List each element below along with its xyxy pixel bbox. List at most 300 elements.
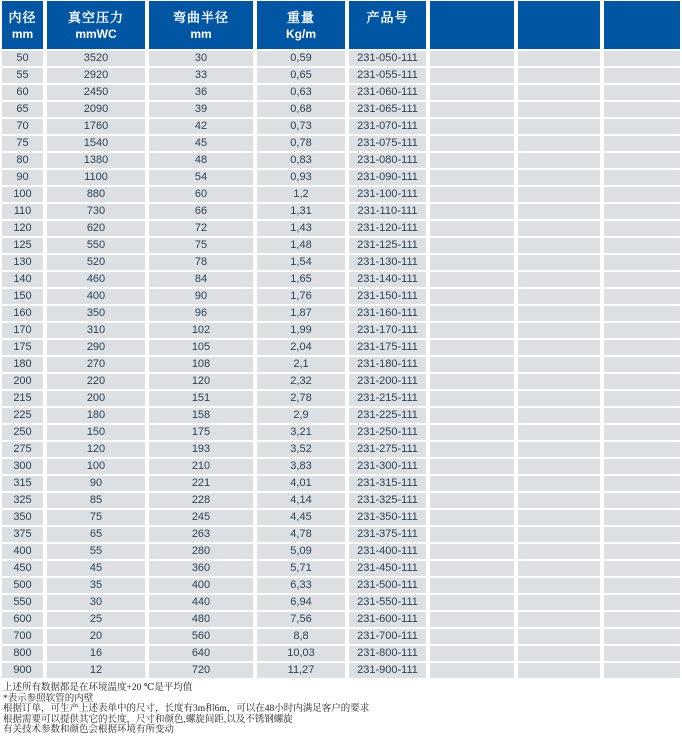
cell-bend-radius: 84 bbox=[149, 272, 253, 287]
cell-empty bbox=[518, 51, 600, 66]
cell-inner-diameter: 250 bbox=[2, 425, 43, 440]
cell-bend-radius: 228 bbox=[149, 493, 253, 508]
table-row bbox=[2, 527, 680, 542]
cell-empty bbox=[430, 204, 514, 219]
table-row bbox=[2, 578, 680, 593]
table-row bbox=[2, 187, 680, 202]
cell-product-no: 231-140-111 bbox=[349, 272, 426, 287]
table-row bbox=[2, 136, 680, 151]
cell-vacuum-pressure: 20 bbox=[47, 629, 145, 644]
cell-weight: 1,87 bbox=[257, 306, 345, 321]
cell-bend-radius: 193 bbox=[149, 442, 253, 457]
cell-inner-diameter: 80 bbox=[2, 153, 43, 168]
cell-empty bbox=[430, 340, 514, 355]
cell-bend-radius: 720 bbox=[149, 663, 253, 678]
footnote-line: 上述所有数据都是在环境温度+20 ℃是平均值 bbox=[3, 683, 193, 693]
cell-empty bbox=[430, 663, 514, 678]
cell-empty bbox=[430, 119, 514, 134]
cell-vacuum-pressure: 75 bbox=[47, 510, 145, 525]
cell-inner-diameter: 90 bbox=[2, 170, 43, 185]
cell-empty bbox=[604, 153, 680, 168]
cell-product-no: 231-090-111 bbox=[349, 170, 426, 185]
cell-empty bbox=[604, 408, 680, 423]
cell-weight: 2,32 bbox=[257, 374, 345, 389]
cell-empty bbox=[604, 595, 680, 610]
cell-weight: 0,68 bbox=[257, 102, 345, 117]
cell-bend-radius: 640 bbox=[149, 646, 253, 661]
cell-bend-radius: 39 bbox=[149, 102, 253, 117]
cell-vacuum-pressure: 30 bbox=[47, 595, 145, 610]
table-row bbox=[2, 221, 680, 236]
col-unit: Kg/m bbox=[286, 27, 316, 41]
col-title: 内径 bbox=[8, 10, 37, 25]
cell-vacuum-pressure: 150 bbox=[47, 425, 145, 440]
cell-empty bbox=[430, 612, 514, 627]
cell-product-no: 231-075-111 bbox=[349, 136, 426, 151]
cell-inner-diameter: 175 bbox=[2, 340, 43, 355]
table-row bbox=[2, 102, 680, 117]
cell-weight: 1,54 bbox=[257, 255, 345, 270]
cell-empty bbox=[604, 374, 680, 389]
cell-empty bbox=[604, 51, 680, 66]
cell-empty bbox=[518, 425, 600, 440]
cell-empty bbox=[518, 170, 600, 185]
table-row bbox=[2, 51, 680, 66]
table-row bbox=[2, 391, 680, 406]
cell-weight: 1,31 bbox=[257, 204, 345, 219]
cell-empty bbox=[430, 510, 514, 525]
cell-product-no: 231-250-111 bbox=[349, 425, 426, 440]
cell-empty bbox=[430, 187, 514, 202]
cell-empty bbox=[604, 510, 680, 525]
cell-empty bbox=[604, 323, 680, 338]
cell-bend-radius: 90 bbox=[149, 289, 253, 304]
cell-vacuum-pressure: 1100 bbox=[47, 170, 145, 185]
cell-bend-radius: 33 bbox=[149, 68, 253, 83]
table-row bbox=[2, 289, 680, 304]
cell-empty bbox=[430, 561, 514, 576]
table-row bbox=[2, 306, 680, 321]
cell-empty bbox=[430, 85, 514, 100]
cell-bend-radius: 108 bbox=[149, 357, 253, 372]
cell-product-no: 231-050-111 bbox=[349, 51, 426, 66]
cell-inner-diameter: 225 bbox=[2, 408, 43, 423]
cell-product-no: 231-080-111 bbox=[349, 153, 426, 168]
col-header-empty-3 bbox=[604, 1, 680, 49]
cell-empty bbox=[604, 85, 680, 100]
cell-empty bbox=[518, 85, 600, 100]
cell-empty bbox=[604, 238, 680, 253]
cell-weight: 3,83 bbox=[257, 459, 345, 474]
cell-product-no: 231-275-111 bbox=[349, 442, 426, 457]
cell-product-no: 231-120-111 bbox=[349, 221, 426, 236]
cell-vacuum-pressure: 55 bbox=[47, 544, 145, 559]
cell-bend-radius: 175 bbox=[149, 425, 253, 440]
cell-empty bbox=[604, 357, 680, 372]
cell-weight: 6,33 bbox=[257, 578, 345, 593]
cell-product-no: 231-110-111 bbox=[349, 204, 426, 219]
cell-product-no: 231-700-111 bbox=[349, 629, 426, 644]
cell-bend-radius: 360 bbox=[149, 561, 253, 576]
cell-empty bbox=[430, 238, 514, 253]
table-row bbox=[2, 493, 680, 508]
cell-empty bbox=[604, 119, 680, 134]
cell-empty bbox=[604, 663, 680, 678]
cell-weight: 6,94 bbox=[257, 595, 345, 610]
cell-empty bbox=[430, 51, 514, 66]
cell-vacuum-pressure: 1540 bbox=[47, 136, 145, 151]
cell-vacuum-pressure: 400 bbox=[47, 289, 145, 304]
cell-weight: 0,65 bbox=[257, 68, 345, 83]
cell-vacuum-pressure: 85 bbox=[47, 493, 145, 508]
cell-bend-radius: 245 bbox=[149, 510, 253, 525]
cell-empty bbox=[430, 646, 514, 661]
cell-inner-diameter: 180 bbox=[2, 357, 43, 372]
cell-inner-diameter: 300 bbox=[2, 459, 43, 474]
cell-empty bbox=[604, 425, 680, 440]
cell-empty bbox=[518, 442, 600, 457]
cell-empty bbox=[518, 68, 600, 83]
footnotes-block bbox=[3, 683, 682, 736]
cell-inner-diameter: 200 bbox=[2, 374, 43, 389]
cell-weight: 4,01 bbox=[257, 476, 345, 491]
cell-vacuum-pressure: 65 bbox=[47, 527, 145, 542]
cell-bend-radius: 210 bbox=[149, 459, 253, 474]
cell-weight: 8,8 bbox=[257, 629, 345, 644]
cell-inner-diameter: 130 bbox=[2, 255, 43, 270]
cell-vacuum-pressure: 220 bbox=[47, 374, 145, 389]
cell-empty bbox=[518, 323, 600, 338]
cell-inner-diameter: 55 bbox=[2, 68, 43, 83]
cell-empty bbox=[518, 510, 600, 525]
col-header-weight bbox=[257, 1, 345, 49]
cell-bend-radius: 120 bbox=[149, 374, 253, 389]
cell-empty bbox=[604, 289, 680, 304]
cell-empty bbox=[604, 221, 680, 236]
cell-empty bbox=[604, 136, 680, 151]
cell-empty bbox=[430, 323, 514, 338]
cell-empty bbox=[518, 459, 600, 474]
cell-empty bbox=[430, 289, 514, 304]
cell-empty bbox=[430, 493, 514, 508]
cell-inner-diameter: 500 bbox=[2, 578, 43, 593]
table-row bbox=[2, 595, 680, 610]
cell-product-no: 231-170-111 bbox=[349, 323, 426, 338]
table-row bbox=[2, 357, 680, 372]
cell-vacuum-pressure: 270 bbox=[47, 357, 145, 372]
cell-empty bbox=[518, 306, 600, 321]
cell-product-no: 231-060-111 bbox=[349, 85, 426, 100]
table-row bbox=[2, 425, 680, 440]
cell-product-no: 231-055-111 bbox=[349, 68, 426, 83]
table-row bbox=[2, 663, 680, 678]
cell-inner-diameter: 75 bbox=[2, 136, 43, 151]
cell-empty bbox=[604, 459, 680, 474]
cell-weight: 4,14 bbox=[257, 493, 345, 508]
table-row bbox=[2, 170, 680, 185]
cell-empty bbox=[604, 646, 680, 661]
cell-bend-radius: 221 bbox=[149, 476, 253, 491]
cell-product-no: 231-300-111 bbox=[349, 459, 426, 474]
cell-empty bbox=[518, 493, 600, 508]
cell-empty bbox=[518, 153, 600, 168]
cell-empty bbox=[430, 408, 514, 423]
cell-vacuum-pressure: 12 bbox=[47, 663, 145, 678]
cell-bend-radius: 42 bbox=[149, 119, 253, 134]
cell-inner-diameter: 60 bbox=[2, 85, 43, 100]
cell-inner-diameter: 120 bbox=[2, 221, 43, 236]
cell-weight: 0,78 bbox=[257, 136, 345, 151]
cell-inner-diameter: 315 bbox=[2, 476, 43, 491]
cell-vacuum-pressure: 730 bbox=[47, 204, 145, 219]
cell-empty bbox=[518, 340, 600, 355]
table-row bbox=[2, 408, 680, 423]
cell-weight: 4,78 bbox=[257, 527, 345, 542]
cell-empty bbox=[518, 663, 600, 678]
cell-weight: 0,93 bbox=[257, 170, 345, 185]
cell-empty bbox=[518, 255, 600, 270]
cell-vacuum-pressure: 25 bbox=[47, 612, 145, 627]
table-row bbox=[2, 340, 680, 355]
cell-product-no: 231-150-111 bbox=[349, 289, 426, 304]
cell-weight: 1,2 bbox=[257, 187, 345, 202]
cell-product-no: 231-550-111 bbox=[349, 595, 426, 610]
cell-empty bbox=[604, 578, 680, 593]
cell-bend-radius: 54 bbox=[149, 170, 253, 185]
cell-empty bbox=[604, 442, 680, 457]
cell-empty bbox=[430, 170, 514, 185]
cell-inner-diameter: 325 bbox=[2, 493, 43, 508]
cell-empty bbox=[604, 68, 680, 83]
cell-empty bbox=[430, 357, 514, 372]
cell-product-no: 231-500-111 bbox=[349, 578, 426, 593]
cell-empty bbox=[604, 340, 680, 355]
col-title: 重量 bbox=[286, 10, 315, 25]
cell-empty bbox=[518, 646, 600, 661]
cell-empty bbox=[430, 578, 514, 593]
cell-empty bbox=[604, 527, 680, 542]
cell-bend-radius: 280 bbox=[149, 544, 253, 559]
cell-bend-radius: 30 bbox=[149, 51, 253, 66]
table-row bbox=[2, 85, 680, 100]
cell-inner-diameter: 450 bbox=[2, 561, 43, 576]
cell-empty bbox=[604, 561, 680, 576]
cell-empty bbox=[518, 187, 600, 202]
cell-empty bbox=[430, 221, 514, 236]
cell-weight: 7,56 bbox=[257, 612, 345, 627]
cell-bend-radius: 75 bbox=[149, 238, 253, 253]
header-row bbox=[2, 1, 680, 49]
table-row bbox=[2, 119, 680, 134]
table-row bbox=[2, 323, 680, 338]
cell-weight: 0,63 bbox=[257, 85, 345, 100]
cell-inner-diameter: 800 bbox=[2, 646, 43, 661]
cell-inner-diameter: 215 bbox=[2, 391, 43, 406]
cell-vacuum-pressure: 290 bbox=[47, 340, 145, 355]
cell-product-no: 231-125-111 bbox=[349, 238, 426, 253]
table-row bbox=[2, 629, 680, 644]
cell-empty bbox=[430, 272, 514, 287]
cell-product-no: 231-600-111 bbox=[349, 612, 426, 627]
cell-weight: 4,45 bbox=[257, 510, 345, 525]
cell-product-no: 231-375-111 bbox=[349, 527, 426, 542]
table-row bbox=[2, 442, 680, 457]
cell-empty bbox=[430, 425, 514, 440]
col-header-product-no bbox=[349, 1, 426, 49]
table-row bbox=[2, 68, 680, 83]
cell-weight: 1,99 bbox=[257, 323, 345, 338]
cell-product-no: 231-100-111 bbox=[349, 187, 426, 202]
cell-inner-diameter: 100 bbox=[2, 187, 43, 202]
cell-empty bbox=[604, 544, 680, 559]
cell-inner-diameter: 375 bbox=[2, 527, 43, 542]
cell-empty bbox=[430, 629, 514, 644]
cell-vacuum-pressure: 460 bbox=[47, 272, 145, 287]
cell-inner-diameter: 160 bbox=[2, 306, 43, 321]
cell-weight: 3,52 bbox=[257, 442, 345, 457]
cell-empty bbox=[430, 68, 514, 83]
cell-bend-radius: 560 bbox=[149, 629, 253, 644]
col-header-empty-1 bbox=[430, 1, 514, 49]
cell-empty bbox=[430, 102, 514, 117]
col-header-vacuum-pressure bbox=[47, 1, 145, 49]
cell-vacuum-pressure: 35 bbox=[47, 578, 145, 593]
cell-vacuum-pressure: 16 bbox=[47, 646, 145, 661]
cell-vacuum-pressure: 45 bbox=[47, 561, 145, 576]
cell-empty bbox=[518, 544, 600, 559]
cell-vacuum-pressure: 350 bbox=[47, 306, 145, 321]
cell-empty bbox=[518, 102, 600, 117]
cell-empty bbox=[518, 612, 600, 627]
table-row bbox=[2, 204, 680, 219]
table-row bbox=[2, 238, 680, 253]
table-row bbox=[2, 510, 680, 525]
cell-vacuum-pressure: 180 bbox=[47, 408, 145, 423]
cell-empty bbox=[604, 612, 680, 627]
footnote-line: 根据需要可以提供其它的长度，尺寸和颜色,螺旋间距,以及不锈钢螺旋 bbox=[3, 714, 293, 725]
cell-empty bbox=[604, 476, 680, 491]
cell-empty bbox=[518, 391, 600, 406]
cell-inner-diameter: 550 bbox=[2, 595, 43, 610]
footnote-line: 根据订单，可生产上述表单中的尺寸，长度有3m和6m，可以在48小时内满足客户的要求 bbox=[3, 704, 370, 714]
col-title: 弯曲半径 bbox=[172, 10, 229, 25]
cell-vacuum-pressure: 2090 bbox=[47, 102, 145, 117]
cell-weight: 0,73 bbox=[257, 119, 345, 134]
cell-vacuum-pressure: 1380 bbox=[47, 153, 145, 168]
cell-vacuum-pressure: 520 bbox=[47, 255, 145, 270]
cell-empty bbox=[518, 408, 600, 423]
cell-empty bbox=[430, 391, 514, 406]
cell-empty bbox=[604, 187, 680, 202]
cell-empty bbox=[518, 238, 600, 253]
cell-vacuum-pressure: 880 bbox=[47, 187, 145, 202]
cell-product-no: 231-800-111 bbox=[349, 646, 426, 661]
cell-bend-radius: 400 bbox=[149, 578, 253, 593]
col-title: 产品号 bbox=[366, 10, 409, 25]
cell-vacuum-pressure: 200 bbox=[47, 391, 145, 406]
cell-vacuum-pressure: 1760 bbox=[47, 119, 145, 134]
cell-empty bbox=[604, 102, 680, 117]
cell-inner-diameter: 700 bbox=[2, 629, 43, 644]
cell-bend-radius: 440 bbox=[149, 595, 253, 610]
cell-empty bbox=[518, 221, 600, 236]
col-unit: mmWC bbox=[75, 27, 117, 41]
cell-vacuum-pressure: 310 bbox=[47, 323, 145, 338]
cell-weight: 1,43 bbox=[257, 221, 345, 236]
cell-product-no: 231-065-111 bbox=[349, 102, 426, 117]
col-header-bend-radius bbox=[149, 1, 253, 49]
cell-empty bbox=[430, 544, 514, 559]
cell-bend-radius: 45 bbox=[149, 136, 253, 151]
cell-weight: 3,21 bbox=[257, 425, 345, 440]
cell-weight: 5,09 bbox=[257, 544, 345, 559]
table-row bbox=[2, 459, 680, 474]
cell-product-no: 231-180-111 bbox=[349, 357, 426, 372]
table-row bbox=[2, 272, 680, 287]
cell-empty bbox=[518, 561, 600, 576]
cell-product-no: 231-900-111 bbox=[349, 663, 426, 678]
cell-empty bbox=[604, 306, 680, 321]
cell-vacuum-pressure: 120 bbox=[47, 442, 145, 457]
cell-vacuum-pressure: 90 bbox=[47, 476, 145, 491]
cell-weight: 11,27 bbox=[257, 663, 345, 678]
cell-vacuum-pressure: 2450 bbox=[47, 85, 145, 100]
cell-bend-radius: 105 bbox=[149, 340, 253, 355]
cell-inner-diameter: 150 bbox=[2, 289, 43, 304]
cell-empty bbox=[430, 306, 514, 321]
cell-weight: 2,1 bbox=[257, 357, 345, 372]
cell-product-no: 231-225-111 bbox=[349, 408, 426, 423]
table-row bbox=[2, 646, 680, 661]
cell-weight: 0,83 bbox=[257, 153, 345, 168]
cell-vacuum-pressure: 100 bbox=[47, 459, 145, 474]
cell-bend-radius: 102 bbox=[149, 323, 253, 338]
cell-weight: 2,9 bbox=[257, 408, 345, 423]
cell-inner-diameter: 275 bbox=[2, 442, 43, 457]
cell-product-no: 231-325-111 bbox=[349, 493, 426, 508]
cell-product-no: 231-315-111 bbox=[349, 476, 426, 491]
cell-inner-diameter: 70 bbox=[2, 119, 43, 134]
cell-weight: 2,04 bbox=[257, 340, 345, 355]
col-header-inner-diameter bbox=[2, 1, 43, 49]
cell-empty bbox=[430, 153, 514, 168]
cell-inner-diameter: 600 bbox=[2, 612, 43, 627]
cell-weight: 1,65 bbox=[257, 272, 345, 287]
cell-product-no: 231-400-111 bbox=[349, 544, 426, 559]
cell-bend-radius: 480 bbox=[149, 612, 253, 627]
cell-inner-diameter: 140 bbox=[2, 272, 43, 287]
cell-inner-diameter: 400 bbox=[2, 544, 43, 559]
cell-product-no: 231-130-111 bbox=[349, 255, 426, 270]
cell-empty bbox=[430, 255, 514, 270]
cell-empty bbox=[518, 578, 600, 593]
table-row bbox=[2, 255, 680, 270]
cell-vacuum-pressure: 3520 bbox=[47, 51, 145, 66]
table-row bbox=[2, 544, 680, 559]
cell-empty bbox=[518, 595, 600, 610]
cell-empty bbox=[430, 527, 514, 542]
cell-bend-radius: 60 bbox=[149, 187, 253, 202]
cell-empty bbox=[604, 391, 680, 406]
footnote-line: 有关技术参数和颜色会根据环境有所变动 bbox=[3, 725, 175, 735]
cell-empty bbox=[430, 442, 514, 457]
cell-empty bbox=[430, 476, 514, 491]
cell-inner-diameter: 170 bbox=[2, 323, 43, 338]
cell-empty bbox=[518, 374, 600, 389]
col-header-empty-2 bbox=[518, 1, 600, 49]
cell-bend-radius: 36 bbox=[149, 85, 253, 100]
cell-empty bbox=[430, 374, 514, 389]
